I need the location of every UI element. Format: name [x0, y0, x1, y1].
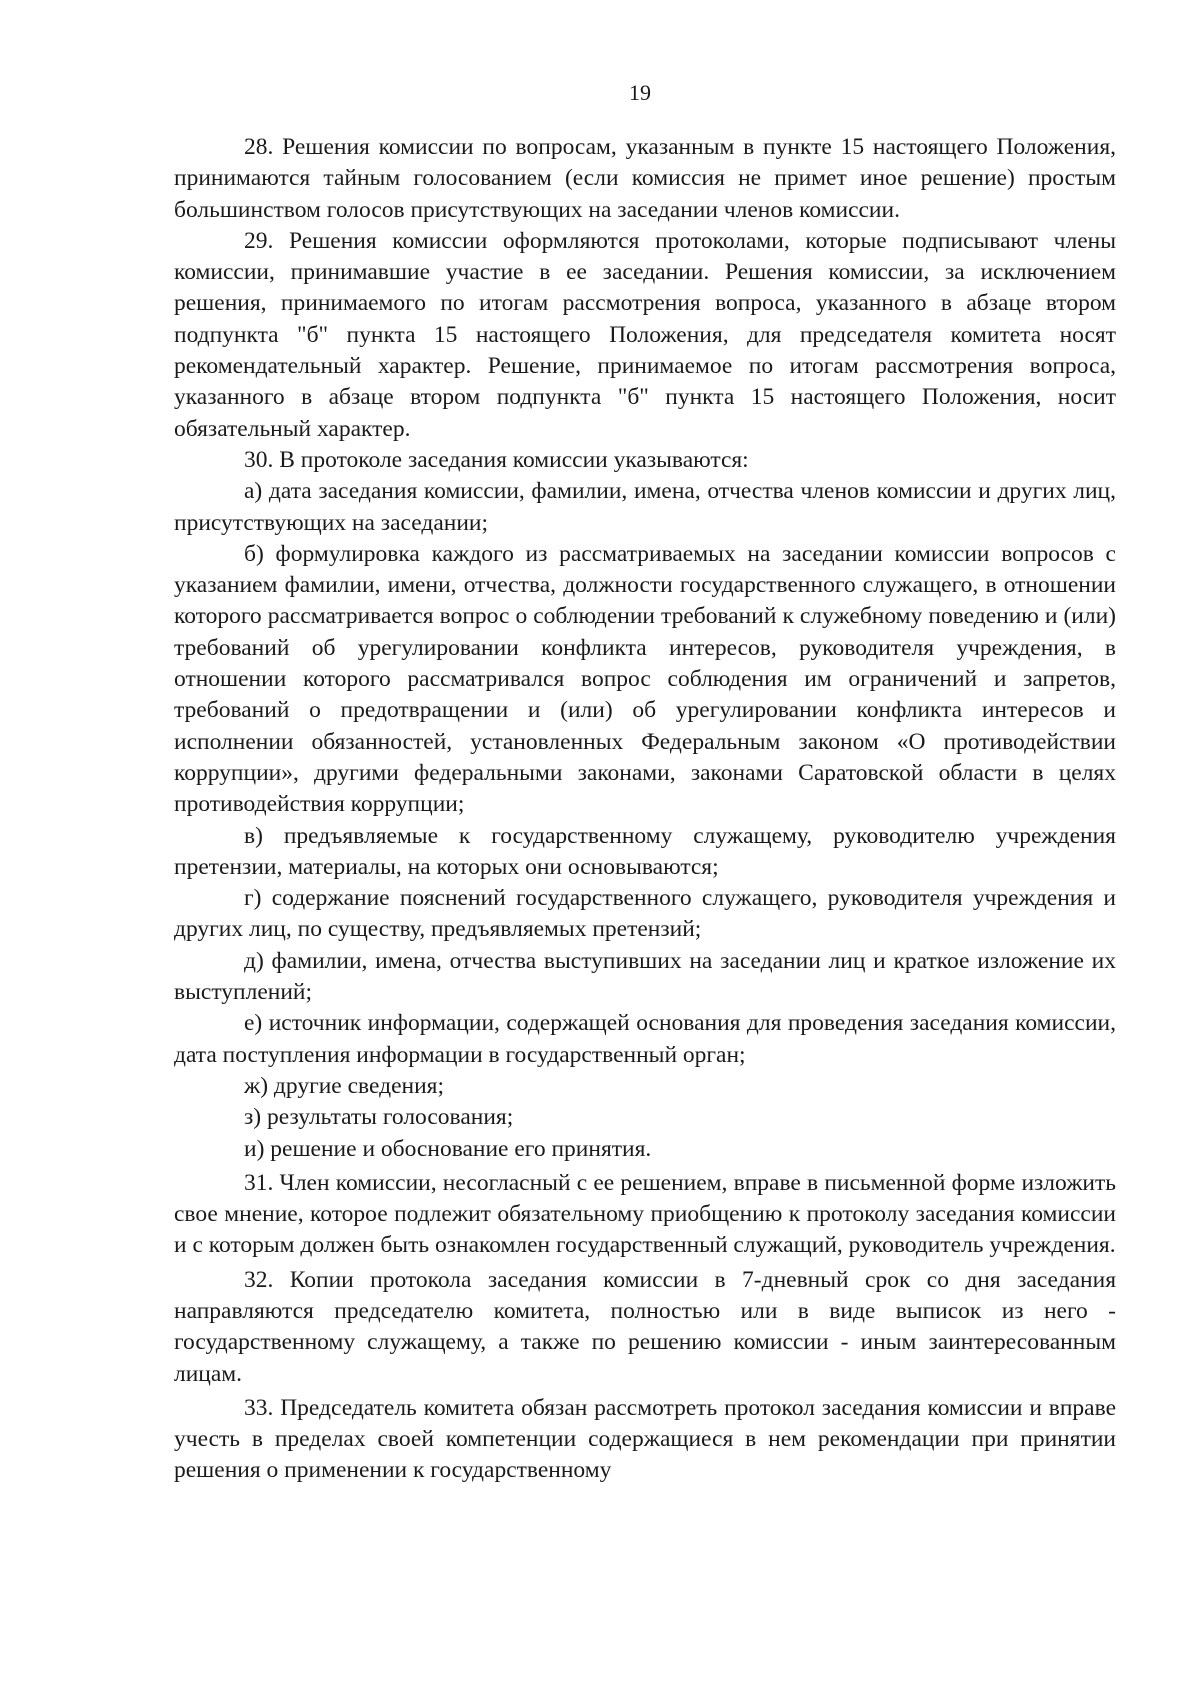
list-item-z: з) результаты голосования;	[244, 1104, 514, 1131]
list-item-b: б) формулировка каждого из рассматриваемых на заседании комиссии вопросов с указанием фамилии, имени, отчества, должности государственного служащего, в отношении которого рассматривается вопрос о соблюдении требований к служебному поведению и (или) требований об урегулировании конфликта интересов, руководителя учреждения, в отношении которого рассматривался вопрос соблюдения им ограничений и запретов, требований о предотвращении и (или) об урегулировании конфликта интересов и исполнении обязанностей, установленных Федеральным законом «О противодействии коррупции», другими федеральными законами, законами Саратовской области в целях противодействия коррупции;	[174, 540, 1116, 818]
paragraph-33: 33. Председатель комитета обязан рассмотреть протокол заседания комиссии и вправе учесть в пределах своей компетенции содержащиеся в нем рекомендации при принятии решения о применении к государственному	[174, 1394, 1116, 1484]
paragraph-32: 32. Копии протокола заседания комиссии в 7-дневный срок со дня заседания направляются председателю комитета, полностью или в виде выписок из него - государственному служащему, а также по решению комиссии - иным заинтересованным лицам.	[174, 1266, 1116, 1387]
paragraph-28: 28. Решения комиссии по вопросам, указанным в пункте 15 настоящего Положения, принимаются тайным голосованием (если комиссия не примет иное решение) простым большинством голосов присутствующих на заседании членов комиссии.	[174, 134, 1116, 223]
paragraph-29: 29. Решения комиссии оформляются протоколами, которые подписывают члены комиссии, принимавшие участие в ее заседании. Решения комиссии, за исключением решения, принимаемого по итогам рассмотрения вопроса, указанного в абзаце втором подпункта "б" пункта 15 настоящего Положения, для председателя комитета носят рекомендательный характер. Решение, принимаемое по итогам рассмотрения вопроса, указанного в абзаце втором подпункта "б" пункта 15 настоящего Положения, носит обязательный характер.	[174, 227, 1116, 442]
list-item-e: е) источник информации, содержащей основания для проведения заседания комиссии, дата поступления информации в государственный орган;	[174, 1010, 1116, 1068]
page-number: 19	[629, 80, 651, 105]
list-item-zh: ж) другие сведения;	[244, 1072, 444, 1099]
list-item-v: в) предъявляемые к государственному служащему, руководителю учреждения претензии, материалы, на которых они основываются;	[174, 822, 1116, 880]
list-item-a: а) дата заседания комиссии, фамилии, имена, отчества членов комиссии и других лиц, присутствующих на заседании;	[174, 478, 1116, 536]
paragraph-31: 31. Член комиссии, несогласный с ее решением, вправе в письменной форме изложить свое мнение, которое подлежит обязательному приобщению к протоколу заседания комиссии и с которым должен быть ознакомлен государственный служащий, руководитель учреждения.	[174, 1169, 1116, 1259]
list-item-d: д) фамилии, имена, отчества выступивших на заседании лиц и краткое изложение их выступлений;	[174, 947, 1116, 1006]
document-body	[174, 132, 1116, 1487]
list-item-g: г) содержание пояснений государственного служащего, руководителя учреждения и других лиц, по существу, предъявляемых претензий;	[174, 885, 1116, 943]
paragraph-30: 30. В протоколе заседания комиссии указываются:	[244, 446, 749, 473]
list-item-i: и) решение и обоснование его принятия.	[244, 1135, 652, 1162]
